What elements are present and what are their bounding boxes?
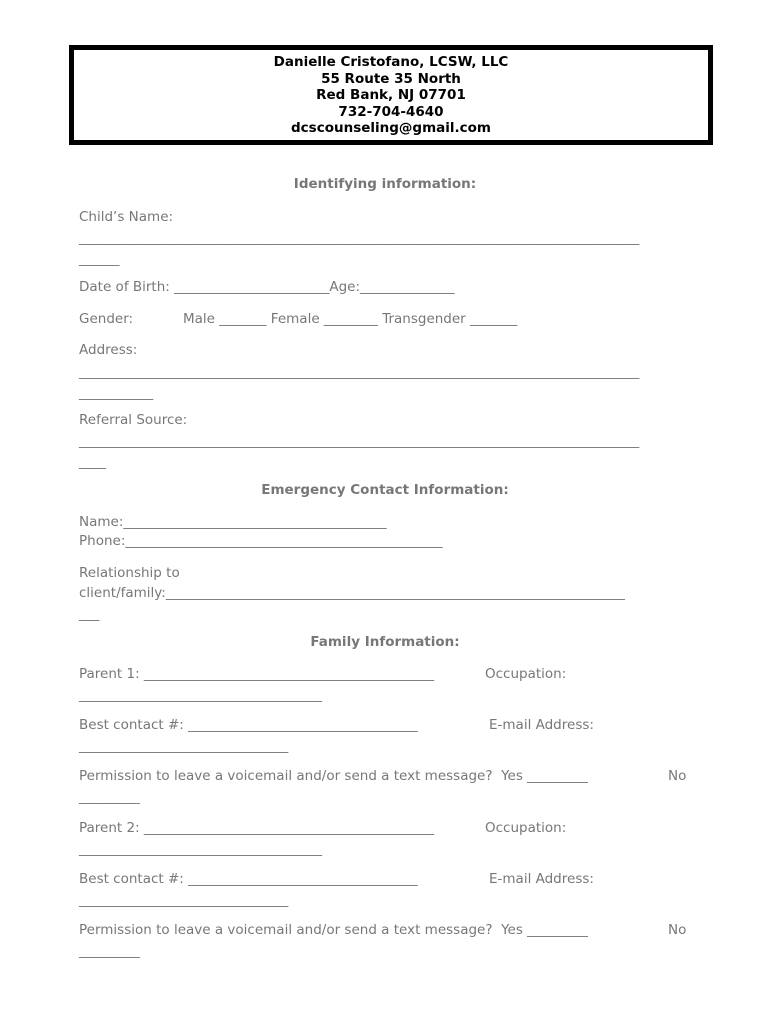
parent2-email-field[interactable]: _______________________________ — [79, 892, 289, 908]
permission1-no-field[interactable]: _________ — [79, 789, 140, 805]
parent1-email-label: E-mail Address: — [489, 717, 594, 733]
relationship-field[interactable]: client/family:____________________________________________________________________ — [79, 585, 625, 601]
identifying-section-title: Identifying information: — [293, 176, 477, 192]
practice-name: Danielle Cristofano, LCSW, LLC — [273, 54, 509, 70]
dob-age-field[interactable]: Date of Birth: _______________________Age:______________ — [79, 279, 455, 295]
child-name-label: Child’s Name: — [79, 209, 174, 225]
permission1-no-label: No — [668, 768, 687, 784]
parent2-occupation-label: Occupation: — [485, 820, 567, 836]
parent2-field[interactable]: Parent 2: ___________________________________________ — [79, 820, 435, 836]
practice-email: dcscounseling@gmail.com — [291, 120, 491, 136]
practice-phone: 732-704-4640 — [338, 103, 444, 120]
family-section-title: Family Information: — [310, 634, 460, 650]
parent1-contact-field[interactable]: Best contact #: __________________________________ — [79, 717, 418, 733]
parent2-contact-field[interactable]: Best contact #: __________________________________ — [79, 871, 418, 887]
referral-source-field[interactable]: ___________________________________________________________________________________ — [79, 433, 640, 449]
parent1-email-field[interactable]: _______________________________ — [79, 738, 289, 754]
address-field-continued[interactable]: ___________ — [79, 385, 154, 401]
referral-source-label: Referral Source: — [79, 412, 188, 428]
parent1-field[interactable]: Parent 1: ___________________________________________ — [79, 666, 435, 682]
permission2-question[interactable]: Permission to leave a voicemail and/or send a text message? Yes _________ — [79, 922, 588, 938]
practice-street: 55 Route 35 North — [321, 70, 461, 87]
emergency-section-title: Emergency Contact Information: — [261, 482, 509, 498]
parent1-occupation-label: Occupation: — [485, 666, 567, 682]
relationship-label: Relationship to — [79, 565, 180, 581]
child-name-field-continued[interactable]: ______ — [79, 251, 120, 267]
parent2-occupation-field[interactable]: ____________________________________ — [79, 841, 322, 857]
permission2-no-field[interactable]: _________ — [79, 943, 140, 959]
emergency-name-field[interactable]: Name:_______________________________________ — [79, 514, 387, 530]
permission2-no-label: No — [668, 922, 687, 938]
parent1-occupation-field[interactable]: ____________________________________ — [79, 687, 322, 703]
permission1-question[interactable]: Permission to leave a voicemail and/or send a text message? Yes _________ — [79, 768, 588, 784]
practice-city: Red Bank, NJ 07701 — [316, 87, 466, 103]
emergency-phone-field[interactable]: Phone:_______________________________________________ — [79, 533, 443, 549]
address-field[interactable]: ___________________________________________________________________________________ — [79, 364, 640, 380]
letterhead-box — [69, 45, 713, 145]
parent2-email-label: E-mail Address: — [489, 871, 594, 887]
relationship-field-continued[interactable]: ___ — [79, 606, 100, 622]
gender-options-field[interactable]: Male _______ Female ________ Transgender _______ — [183, 311, 518, 327]
address-label: Address: — [79, 342, 138, 358]
gender-label: Gender: — [79, 311, 134, 327]
child-name-field[interactable]: ___________________________________________________________________________________ — [79, 230, 640, 246]
referral-source-field-continued[interactable]: ____ — [79, 454, 106, 470]
